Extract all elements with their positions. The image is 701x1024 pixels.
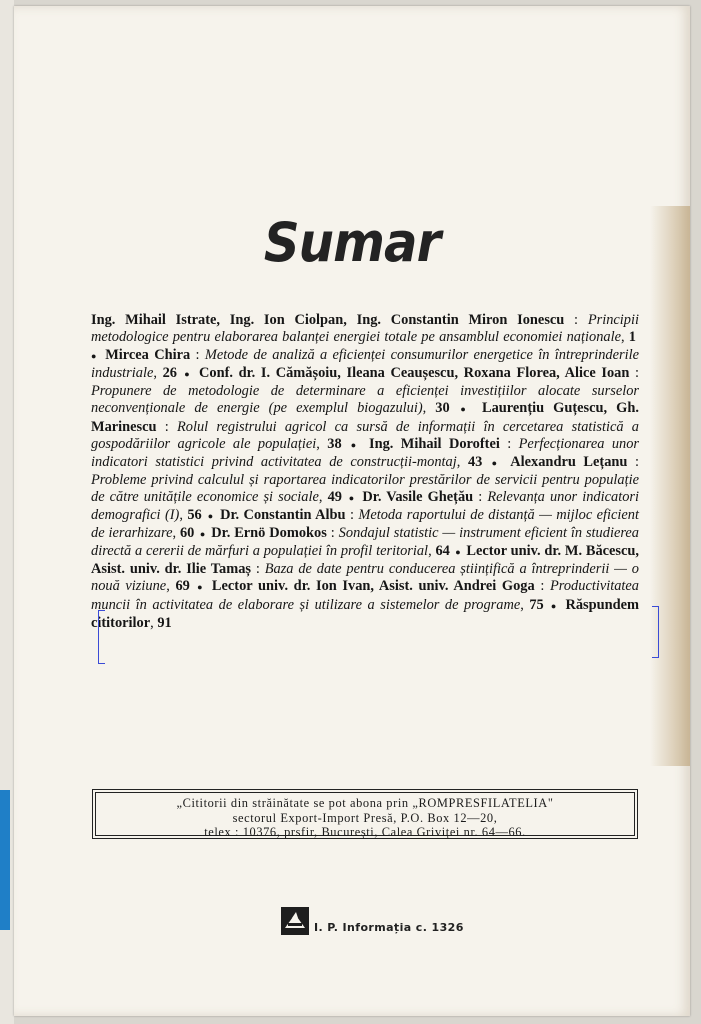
toc-article-title: Productivitatea muncii în activitatea de elaborare și utilizare a sistemelor de programe [91,578,639,613]
toc-article-title: Metoda raportului de distanță — mijloc eficient de ierarhizare [91,507,639,542]
toc-page-number: 91 [157,614,172,631]
toc-page-number: 69 [175,578,190,595]
printer-imprint [280,904,464,936]
bullet-separator: ● [344,439,366,450]
toc-page-number: 60 [179,525,195,542]
notice-line-3: telex : 10376, prsfir, București, Calea Griviței nr. 64—66. [204,825,526,839]
table-of-contents: Ing. Mihail Istrate, Ing. Ion Ciolpan, Ing. Constantin Miron Ionescu : Principii metodologice pentru elaborarea balanței energiei totale pe ansamblul economiei naționale, 1 ● Mircea Chira : Metode de analiză a eficienței consumurilor energetice în întreprinderile industriale, 26 ● Conf. dr. I. Cămășoiu, Ileana Ceaușescu, Roxana Florea, Alice Ioan : Propunere de metodologie de determinare a eficienței investițiilor alocate surselor neconvenționale de energie (pe exemplul biogazului), 30 ● Laurențiu Guțescu, Gh. Marinescu : Rolul registrului agricol ca sursă de informații în cercetarea statistică a gospodăriilor agricole ale populației, 38 ● Ing. Mihail Doroftei : Perfecționarea unor indicatori statistici privind activitatea de construcții-montaj, 43 ● Alexandru Lețanu : Probleme privind calculul și raportarea indicatorilor prestărilor de servicii pentru populație de către unitățile economice și sociale, 49 ● Dr. Vasile Ghețău : Relevanța unor indicatori demografici (I), 56 ● Dr. Constantin Albu : Metoda raportului de distanță — mijloc eficient de ierarhizare, 60 ● Dr. Ernö Domokos : Sondajul statistic — instrument eficient în studierea directă a cererii de mărfuri a populației în profil teritorial, 64 ● Lector univ. dr. M. Băcescu, Asist. univ. dr. Ilie Tamaș : Baza de date pentru conducerea științifică a întreprinderii — o nouă viziune, 69 ● Lector univ. dr. Ion Ivan, Asist. univ. Andrei Goga : Productivitatea muncii în activitatea de elaborare și utilizare a sistemelor de programe, 75 ● Răspundem cititorilor, 91 [91,312,640,631]
bullet-separator: ● [204,511,218,522]
toc-page-number: 38 [327,435,342,452]
toc-article-title: Propunere de metodologie de determinare a eficienței investițiilor alocate surselor neconvenționale de energie (pe exemplul biogazului) [91,383,639,417]
toc-author: Alexandru Lețanu [510,453,628,470]
toc-article-title: Sondajul statistic — instrument eficient în studierea directă a cererii de mărfuri a populației în profil teritorial [91,525,639,560]
toc-author: Mircea Chira [105,347,191,364]
toc-article-title: Principii metodologice pentru elaborarea balanței energiei totale pe ansamblul economiei naționale [91,312,639,346]
toc-final-entry: Răspundem cititorilor [91,596,640,631]
toc-page-number: 26 [162,365,177,382]
toc-article-title: Relevanța unor indicatori demografici (I) [91,488,639,524]
bullet-separator: ● [91,351,103,362]
toc-author: Lector univ. dr. Ion Ivan, Asist. univ. Andrei Goga [211,578,535,595]
page-title: Sumar [263,211,441,274]
toc-page-number: 49 [327,488,342,505]
toc-page-number: 43 [467,453,483,470]
paper-stain [650,206,690,766]
bullet-separator: ● [192,582,209,593]
toc-author: Laurențiu Guțescu, Gh. Marinescu [91,400,639,435]
toc-author: Dr. Vasile Ghețău [362,488,474,505]
pen-bracket-right [652,606,659,658]
document-page [14,6,690,1016]
bullet-separator: ● [179,369,196,380]
toc-author: Conf. dr. I. Cămășoiu, Ileana Ceaușescu, Roxana Florea, Alice Ioan [199,365,630,382]
subscription-notice [95,792,635,839]
toc-article-title: Rolul registrului agricol ca sursă de informații în cercetarea statistică a gospodăriilor agricole ale populației [91,418,639,452]
toc-author: Dr. Ernö Domokos [211,525,327,542]
toc-page-number: 1 [628,329,636,346]
toc-article-title: Baza de date pentru conducerea științifică a întreprinderii — o nouă viziune [91,561,639,595]
bullet-separator: ● [546,600,563,611]
toc-article-title: Probleme privind calculul și raportarea indicatorilor prestărilor de servicii pentru populație de către unitățile economice și sociale [91,471,639,505]
toc-author: Lector univ. dr. M. Băcescu, Asist. univ. dr. Ilie Tamaș [91,543,640,578]
bullet-separator: ● [344,492,360,503]
toc-page-number: 64 [435,543,450,560]
bullet-separator: ● [485,457,508,468]
bullet-separator: ● [197,529,209,540]
notice-line-2: sectorul Export-Import Presă, P.O. Box 12—20, [232,810,498,825]
blue-cover-edge [0,790,10,930]
notice-line-1: „Cititorii din străinătate se pot abona prin „ROMPRESFILATELIA" [176,796,554,810]
imprint-text: I. P. Informația c. 1326 [314,921,464,934]
toc-author: Ing. Mihail Istrate, Ing. Ion Ciolpan, Ing. Constantin Miron Ionescu [91,312,565,328]
toc-author: Dr. Constantin Albu [220,507,346,524]
toc-page-number: 75 [529,596,544,613]
toc-page-number: 56 [187,507,202,524]
bullet-separator: ● [452,404,479,415]
toc-article-title: Perfecționarea unor indicatori statistici privind activitatea de construcții-montaj [91,435,640,470]
bullet-separator: ● [452,547,464,558]
toc-author: Ing. Mihail Doroftei [368,435,500,452]
toc-page-number: 30 [435,400,450,417]
toc-article-title: Metode de analiză a eficienței consumurilor energetice în întreprinderile industriale [91,347,639,382]
pen-bracket-left [98,610,105,664]
printer-logo-icon [280,906,310,936]
